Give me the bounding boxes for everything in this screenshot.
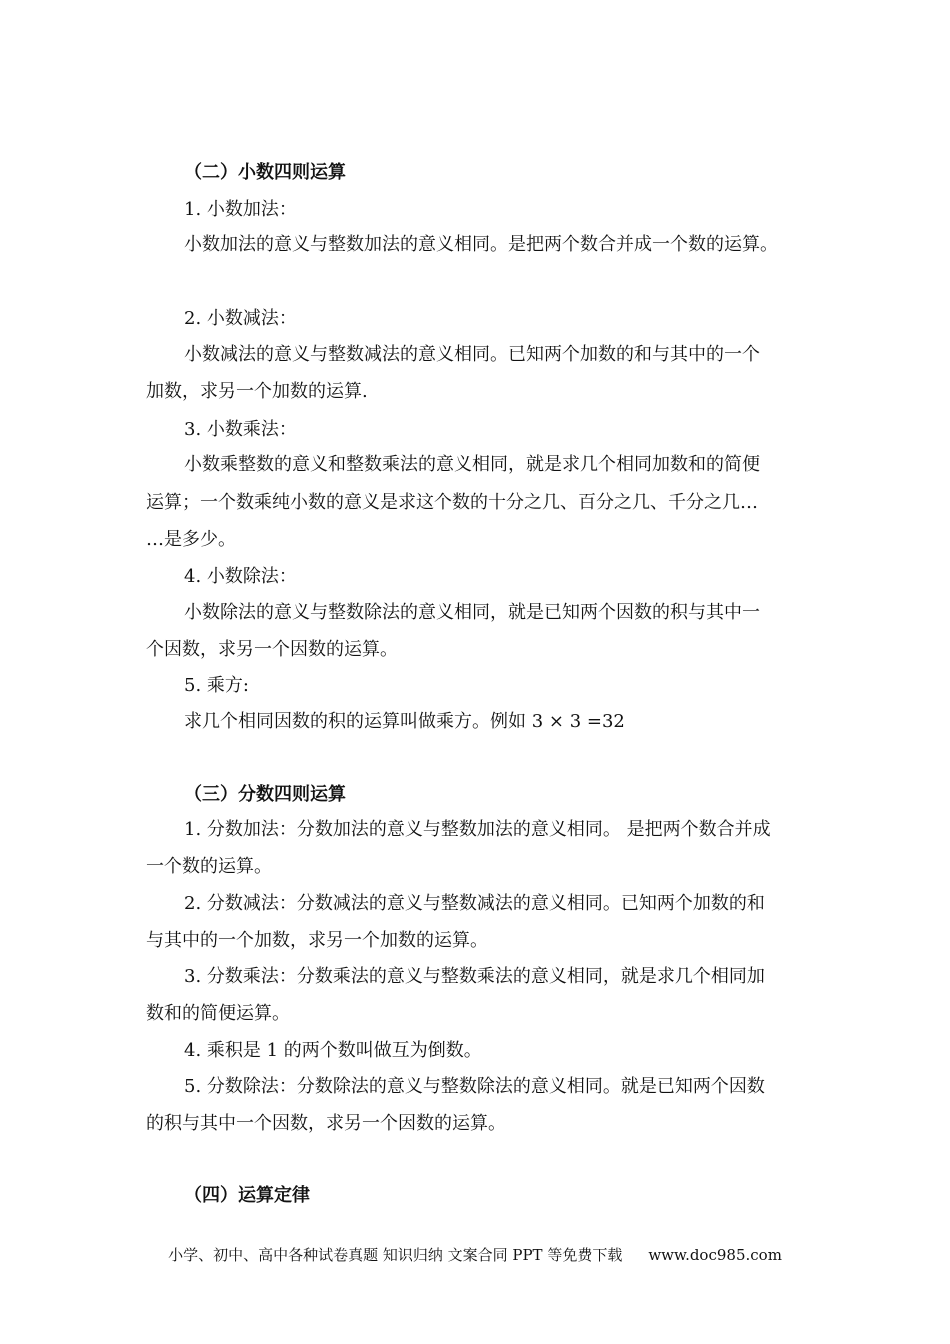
paragraph-line: 小数减法的意义与整数减法的意义相同。已知两个加数的和与其中的一个 bbox=[184, 344, 760, 365]
item-title-decimal-addition: 1. 小数加法： bbox=[184, 199, 297, 220]
section-heading-operation-laws: （四）运算定律 bbox=[184, 1185, 310, 1206]
paragraph-line: 数和的简便运算。 bbox=[146, 1003, 290, 1024]
item-title-power: 5. 乘方: bbox=[184, 675, 249, 696]
paragraph-line: 1. 分数加法：分数加法的意义与整数加法的意义相同。 是把两个数合并成 bbox=[184, 819, 771, 840]
paragraph-line: 的积与其中一个因数，求另一个因数的运算。 bbox=[146, 1113, 506, 1134]
paragraph-line: 运算；一个数乘纯小数的意义是求这个数的十分之几、百分之几、千分之几… bbox=[146, 492, 758, 513]
footer-url[interactable]: www.doc985.com bbox=[648, 1246, 782, 1264]
paragraph-line: 个因数，求另一个因数的运算。 bbox=[146, 639, 398, 660]
paragraph-line: 5. 分数除法：分数除法的意义与整数除法的意义相同。就是已知两个因数 bbox=[184, 1076, 765, 1097]
paragraph-line: 与其中的一个加数，求另一个加数的运算。 bbox=[146, 930, 488, 951]
item-title-decimal-subtraction: 2. 小数减法： bbox=[184, 308, 297, 329]
paragraph-line: 小数除法的意义与整数除法的意义相同，就是已知两个因数的积与其中一 bbox=[184, 602, 760, 623]
item-title-decimal-division: 4. 小数除法： bbox=[184, 566, 297, 587]
paragraph-line: 加数，求另一个加数的运算. bbox=[146, 381, 368, 402]
paragraph-line: …是多少。 bbox=[146, 529, 236, 550]
page-footer bbox=[0, 1244, 950, 1266]
paragraph-line: 一个数的运算。 bbox=[146, 856, 272, 877]
paragraph-line: 小数加法的意义与整数加法的意义相同。是把两个数合并成一个数的运算。 bbox=[184, 234, 778, 255]
item-title-decimal-multiplication: 3. 小数乘法： bbox=[184, 419, 297, 440]
section-heading-decimal-operations: （二）小数四则运算 bbox=[184, 162, 346, 183]
section-heading-fraction-operations: （三）分数四则运算 bbox=[184, 784, 346, 805]
paragraph-line-power-example: 求几个相同因数的积的运算叫做乘方。例如 3 × 3 =32 bbox=[184, 711, 625, 732]
paragraph-line: 小数乘整数的意义和整数乘法的意义相同，就是求几个相同加数和的简便 bbox=[184, 454, 760, 475]
paragraph-line: 4. 乘积是 1 的两个数叫做互为倒数。 bbox=[184, 1040, 482, 1061]
paragraph-line: 2. 分数减法：分数减法的意义与整数减法的意义相同。已知两个加数的和 bbox=[184, 893, 765, 914]
footer-text: 小学、初中、高中各种试卷真题 知识归纳 文案合同 PPT 等免费下载 bbox=[168, 1246, 623, 1264]
paragraph-line: 3. 分数乘法：分数乘法的意义与整数乘法的意义相同，就是求几个相同加 bbox=[184, 966, 765, 987]
